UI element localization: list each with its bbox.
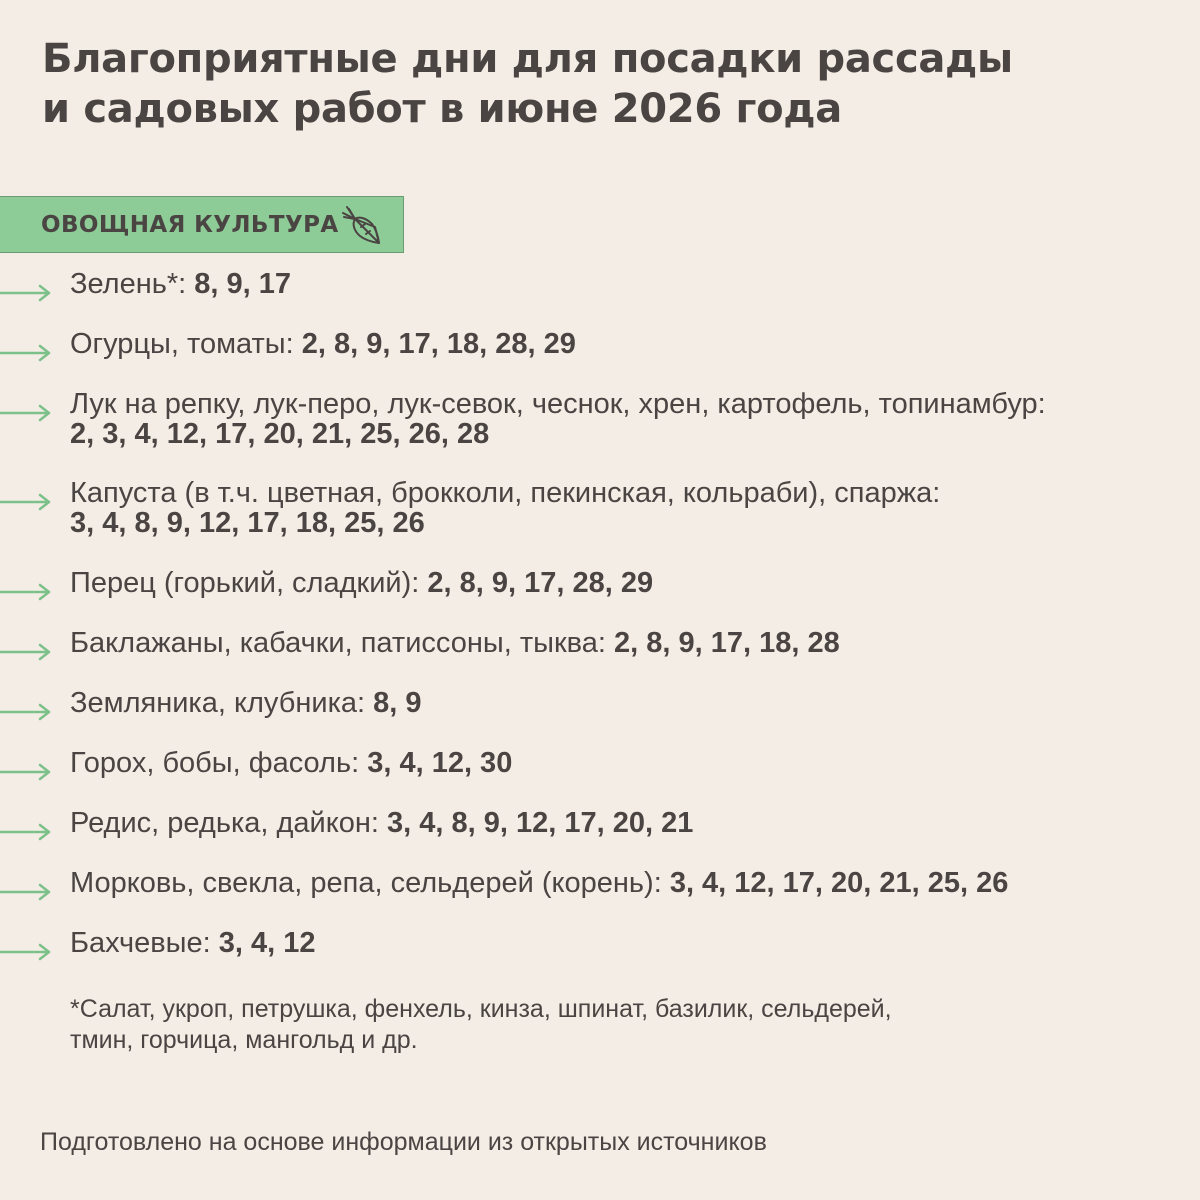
crop-name: Капуста (в т.ч. цветная, брокколи, пекинская, кольраби), спаржа:	[70, 477, 941, 509]
crop-days: 3, 4, 12, 17, 20, 21, 25, 26	[669, 867, 1009, 899]
footnote-line-1: *Салат, укроп, петрушка, фенхель, кинза, шпинат, базилик, сельдерей,	[70, 995, 892, 1023]
crop-name: Зелень*:	[70, 268, 195, 300]
crop-name: Редис, редька, дайкон:	[70, 807, 388, 839]
source-note: Подготовлено на основе информации из открытых источников	[40, 1128, 767, 1156]
section-header	[0, 196, 404, 253]
list-item-text	[70, 868, 1180, 898]
arrow-right-icon	[0, 582, 52, 602]
crop-name: Морковь, свекла, репа, сельдерей (корень):	[70, 867, 670, 899]
arrow-right-icon	[0, 882, 52, 902]
crop-days: 2, 8, 9, 17, 28, 29	[427, 567, 654, 599]
arrow-right-icon	[0, 822, 52, 842]
crop-name: Огурцы, томаты:	[70, 328, 302, 360]
crop-days: 3, 4, 8, 9, 12, 17, 18, 25, 26	[70, 507, 425, 539]
crop-name: Земляника, клубника:	[70, 687, 374, 719]
crop-days: 2, 8, 9, 17, 18, 28	[613, 627, 840, 659]
crop-name: Лук на репку, лук-перо, лук-севок, чеснок, хрен, картофель, топинамбур:	[70, 388, 1046, 420]
footnote	[70, 994, 1070, 1056]
list-item-text	[70, 688, 1180, 718]
page-title-line-1: Благоприятные дни для посадки рассады	[42, 36, 1013, 82]
list-item-text	[70, 478, 1180, 538]
crop-days: 8, 9	[373, 687, 422, 719]
crop-days: 3, 4, 12	[218, 927, 316, 959]
carrot-icon	[339, 203, 385, 249]
list-item-text	[70, 748, 1180, 778]
crop-days: 3, 4, 8, 9, 12, 17, 20, 21	[387, 807, 694, 839]
crop-name: Баклажаны, кабачки, патиссоны, тыква:	[70, 627, 614, 659]
arrow-right-icon	[0, 702, 52, 722]
arrow-right-icon	[0, 492, 52, 512]
list-item-text	[70, 329, 1180, 359]
page-title-line-2: и садовых работ в июне 2026 года	[42, 86, 842, 132]
arrow-right-icon	[0, 762, 52, 782]
arrow-right-icon	[0, 942, 52, 962]
list-item-text	[70, 808, 1180, 838]
crop-name: Перец (горький, сладкий):	[70, 567, 428, 599]
crop-days: 3, 4, 12, 30	[367, 747, 513, 779]
crop-days: 2, 8, 9, 17, 18, 28, 29	[301, 328, 576, 360]
arrow-right-icon	[0, 403, 52, 423]
list-item-text	[70, 928, 1180, 958]
list-item-text	[70, 628, 1180, 658]
arrow-right-icon	[0, 343, 52, 363]
arrow-right-icon	[0, 642, 52, 662]
section-header-label: ОВОЩНАЯ КУЛЬТУРА	[41, 211, 339, 238]
footnote-line-2: тмин, горчица, мангольд и др.	[70, 1026, 418, 1054]
page-title	[42, 34, 1162, 134]
list-item-text	[70, 269, 1180, 299]
list-item-text	[70, 389, 1180, 449]
crop-days: 2, 3, 4, 12, 17, 20, 21, 25, 26, 28	[70, 418, 490, 450]
list-item-text	[70, 568, 1180, 598]
crop-days: 8, 9, 17	[194, 268, 292, 300]
arrow-right-icon	[0, 283, 52, 303]
crop-name: Горох, бобы, фасоль:	[70, 747, 368, 779]
crop-name: Бахчевые:	[70, 927, 219, 959]
